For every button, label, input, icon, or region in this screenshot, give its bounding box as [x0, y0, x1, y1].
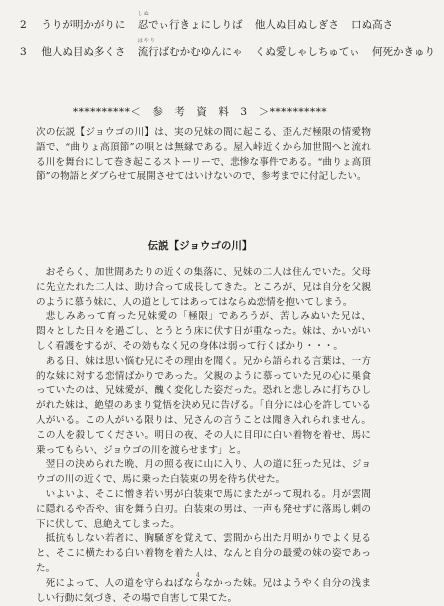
ruby-annotation: はやり — [137, 38, 156, 44]
reference-heading: **********＜ 参 考 資 料 3 ＞********** — [72, 106, 328, 118]
verse-segment: 何死かきゅり — [371, 46, 435, 58]
legend-title: 伝説【ジョウゴの川】 — [147, 240, 253, 252]
ruby-annotation: しぬ — [137, 11, 150, 17]
legend-paragraph: いよいよ、そこに憎き若い男が白装束で馬にまたがって現れる。月が雲間に隠れるや否や、宙を舞う白刃。白装束の男は、一声も発せずに落馬し刺の下に伏して、息絶えてしまった。 — [36, 488, 371, 530]
verse-segment: くぬ愛しゃしちゅてぃ — [254, 46, 360, 58]
verse-segment: うりが明かがりに — [41, 19, 126, 31]
legend-body — [36, 266, 371, 606]
verse-segment — [137, 38, 243, 59]
legend-paragraph: 抵抗もしない若者に、胸騒ぎを覚えて、雲間から出た月明かりでよく見ると、そこに横たわる白い着物を着た人は、なんと自分の最愛の妹の姿であった。 — [36, 533, 371, 574]
legend-paragraph: 悲しみあって育った兄妹愛の「極限」であろうが、苦しみぬいた兄は、悶々とした日々を過ごし、とうとう床に伏す日が重なった。妹は、かいがいしく看護をするが、その効もなく兄の身体は弱って行くばかり・・・。 — [36, 311, 371, 352]
verse-segment: 他人ぬ目ぬ多くさ — [41, 46, 126, 58]
verse-number: 3 — [20, 46, 27, 58]
verse-3 — [20, 38, 444, 59]
verse-segment — [137, 11, 243, 32]
legend-paragraph: 死によって、人の道を守らねばならなかった妹。兄はようやく自分の浅ましい行動に気づき、その場で自害して果てた。 — [36, 577, 371, 604]
page-number: 4 — [196, 572, 200, 579]
verse-segment-text: 忍でぃ行きょにしりば — [137, 19, 243, 31]
verse-segment: 他人ぬ目ぬしぎさ — [254, 19, 339, 31]
verse-number: 2 — [20, 19, 27, 31]
legend-paragraph: 翌日の決められた晩、月の照る夜に山に入り、人の道に狂った兄は、ジョウゴの川の近くで、馬に乗った白装束の男を待ち伏せた。 — [36, 459, 371, 486]
intro-paragraph: 次の伝説【ジョウゴの川】は、実の兄妹の間に起こる、歪んだ極限の情愛物語で、“曲りょ高頂節”の唄とは無縁である。屋入峠近くから加世間へと流れる川を舞台にして巻き起こるストーリーで、悲惨な事件である。“曲りょ高頂節”の物語とダブらせて展開させてはいけないので、参考までに付記したい。 — [36, 127, 371, 183]
legend-paragraph: おそらく、加世間あたりの近くの集落に、兄妹の二人は住んでいた。父母に先立たれた二人は、助け合って成長してきた。ところが、兄は自分を父親のように慕う妹に、人の道としてはあってはならぬ恋情を抱いてしまう。 — [36, 267, 371, 308]
legend-paragraph: ある日、妹は思い悩む兄にその理由を聞く。兄から語られる言葉は、一方的な妹に対する恋情ばかりであった。父親のように慕っていた兄の心に巣食っていたのは、兄妹愛が、醜く変化した姿だった。恐れと悲しみに打ちひしがれた妹は、絶望のあまり覚悟を決め兄に告げる。「自分には心を許している人がいる。この人がいる限りは、兄さんの言うことは聞き入れられません。この人を殺してください。明日の夜、その人に目印に白い着物を着せ、馬に乗ってもらい、ジョウゴの川を渡らせます」と。 — [36, 355, 371, 456]
verse-segment: 口ぬ高さ — [351, 19, 394, 31]
verse-segment-text: 流行ばむかむゆんにゃ — [137, 46, 243, 58]
verse-2 — [20, 11, 402, 32]
